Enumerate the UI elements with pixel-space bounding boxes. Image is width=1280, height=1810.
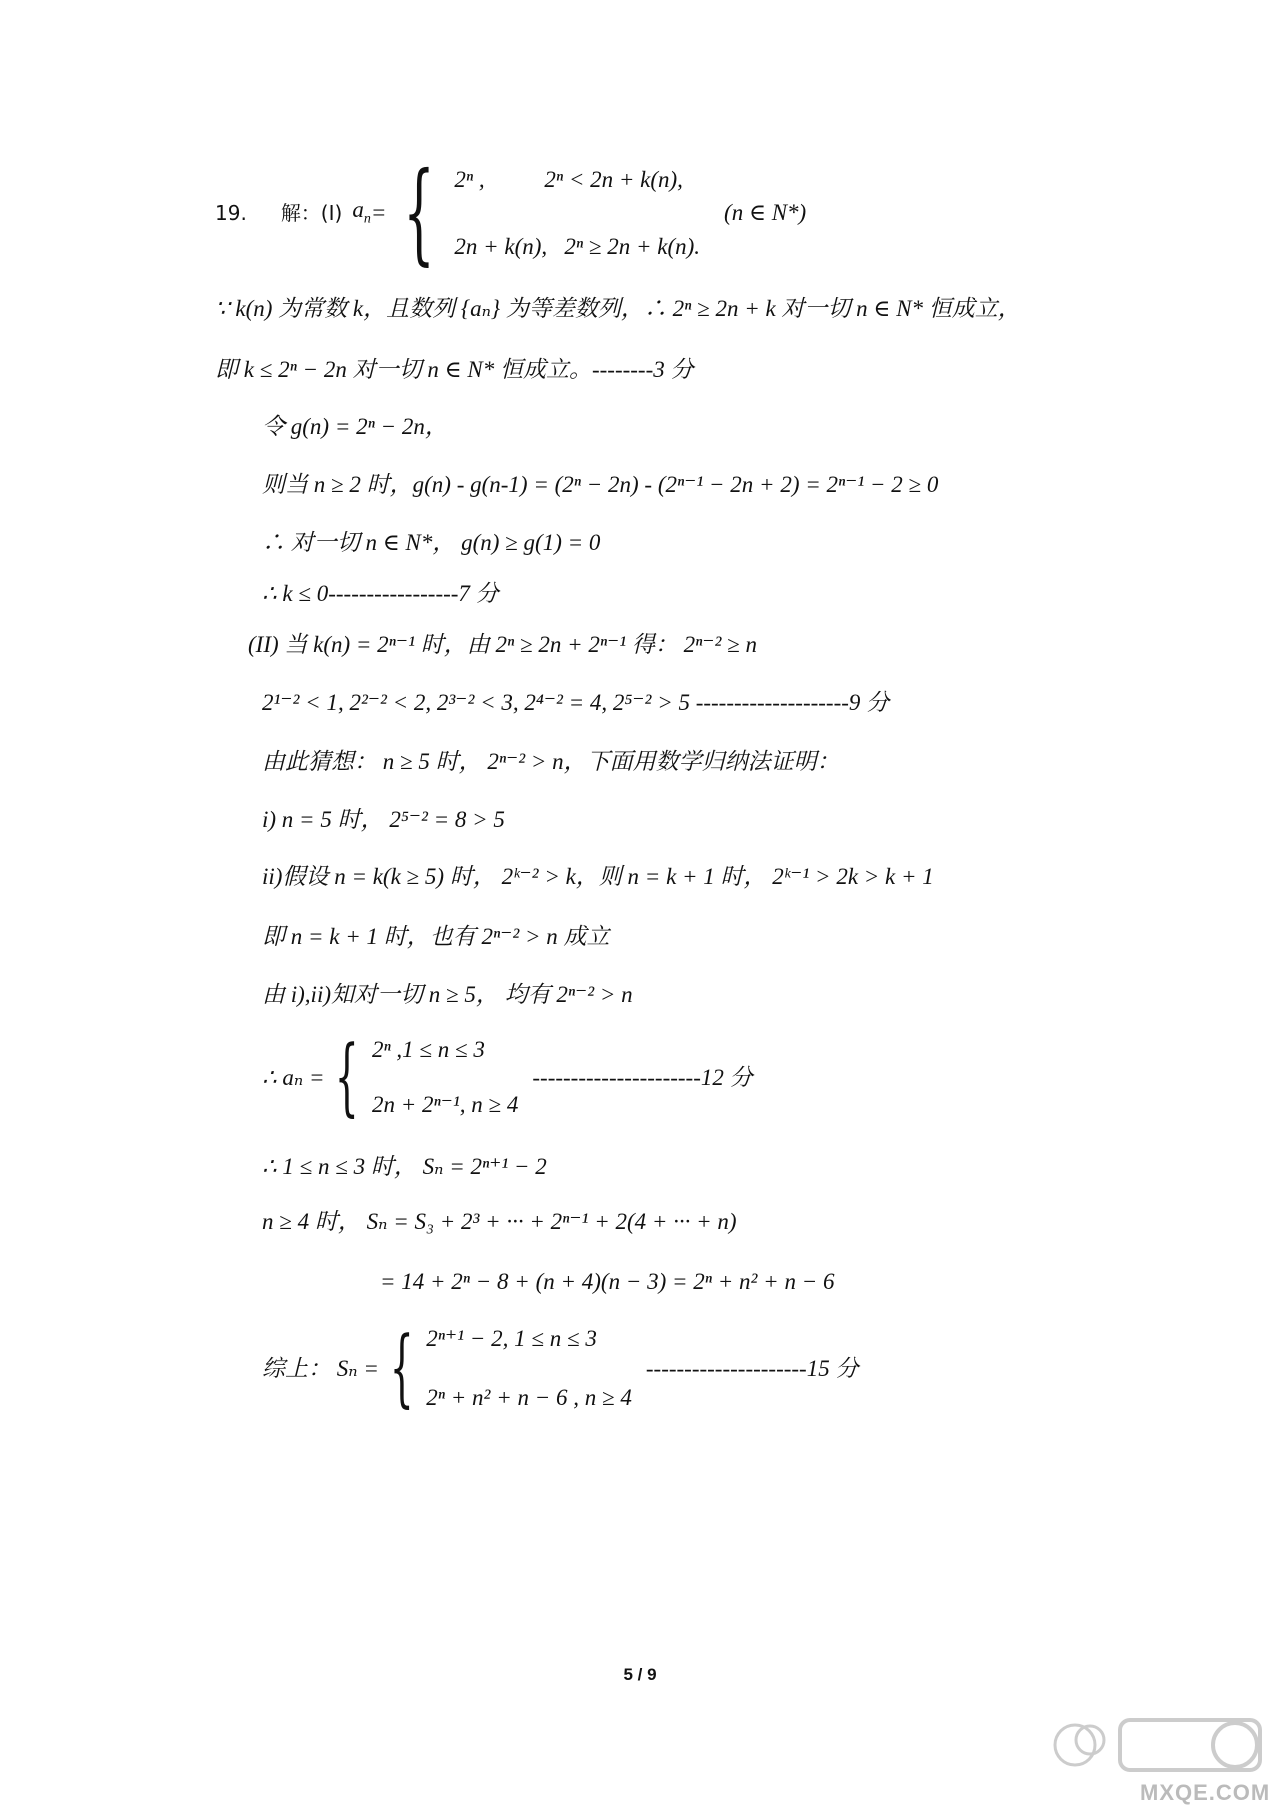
left-brace: {	[403, 148, 436, 276]
line-4: 令 g(n) = 2ⁿ − 2n，	[262, 414, 448, 439]
case-row-2: 2n + k(n), 2ⁿ ≥ 2n + k(n).	[454, 233, 701, 259]
line-2: ∵ k(n) 为常数 k，且数列 {aₙ} 为等差数列，∴ 2ⁿ ≥ 2n + k 对一切 n ∈ N* 恒成立，	[215, 296, 1021, 321]
sn-cases	[426, 1327, 632, 1409]
line-13: 即 n = k + 1 时，也有 2ⁿ⁻² > n 成立	[262, 924, 610, 949]
line-10: 由此猜想： n ≥ 5 时， 2ⁿ⁻² > n，下面用数学归纳法证明：	[262, 749, 840, 774]
a-n-symbol: $a_n$	[352, 197, 371, 227]
sn-score: ---------------------15 分	[645, 1355, 859, 1381]
line-8: (II) 当 k(n) = 2ⁿ⁻¹ 时，由 2ⁿ ≥ 2n + 2ⁿ⁻¹ 得： 2ⁿ⁻² ≥ n	[248, 632, 758, 657]
line-7: ∴ k ≤ 0-----------------7 分	[262, 581, 499, 606]
an-result	[262, 1027, 753, 1126]
line-16: ∴ 1 ≤ n ≤ 3 时， Sₙ = 2ⁿ⁺¹ − 2	[262, 1154, 547, 1179]
sn-case-2: 2ⁿ + n² + n − 6 , n ≥ 4	[426, 1385, 632, 1410]
page-number: 5 / 9	[623, 1665, 657, 1684]
case-row-1: 2ⁿ , 2ⁿ < 2n + k(n),	[454, 166, 683, 192]
line-9: 2¹⁻² < 1, 2²⁻² < 2, 2³⁻² < 3, 2⁴⁻² = 4, 2⁵⁻² > 5 --------------------9 分	[262, 690, 890, 715]
line-3: 即 k ≤ 2ⁿ − 2n 对一切 n ∈ N* 恒成立。--------3 分	[215, 357, 694, 382]
sn-case-1: 2ⁿ⁺¹ − 2, 1 ≤ n ≤ 3	[426, 1326, 597, 1351]
equals-sign: =	[370, 200, 387, 225]
part-one-label: 解：(I)	[280, 200, 343, 225]
problem-number: 19.	[215, 200, 247, 225]
left-brace: {	[389, 1318, 414, 1417]
sn-lead: 综上： Sₙ =	[262, 1355, 379, 1381]
an-lead: ∴ aₙ =	[262, 1064, 325, 1090]
line-12: ii)假设 n = k(k ≥ 5) 时， 2ᵏ⁻² > k，则 n = k + 1 时， 2ᵏ⁻¹ > 2k > k + 1	[262, 864, 934, 889]
an-case-2: 2n + 2ⁿ⁻¹, n ≥ 4	[371, 1092, 519, 1117]
solution-header	[215, 148, 807, 276]
an-case-1: 2ⁿ ,1 ≤ n ≤ 3	[371, 1037, 485, 1062]
an-cases	[372, 1038, 518, 1116]
watermark-text: MXQE.COM	[1140, 1780, 1271, 1805]
line-14: 由 i),ii)知对一切 n ≥ 5， 均有 2ⁿ⁻² > n	[262, 982, 633, 1007]
left-brace: {	[335, 1027, 360, 1126]
line-6: ∴ 对一切 n ∈ N*， g(n) ≥ g(1) = 0	[262, 530, 601, 555]
line-5: 则当 n ≥ 2 时，g(n) - g(n-1) = (2ⁿ − 2n) - (2ⁿ⁻¹ − 2n + 2) = 2ⁿ⁻¹ − 2 ≥ 0	[262, 472, 939, 497]
sn-summary	[262, 1318, 858, 1418]
an-score: ----------------------12 分	[532, 1064, 753, 1090]
line-11: i) n = 5 时， 2⁵⁻² = 8 > 5	[262, 807, 505, 832]
domain-condition: (n ∈ N*)	[724, 200, 807, 225]
line-17: n ≥ 4 时， Sₙ = S₃ + 2³ + ··· + 2ⁿ⁻¹ + 2(4 + ··· + n)	[262, 1209, 737, 1234]
piecewise-cases	[454, 168, 700, 258]
line-18: = 14 + 2ⁿ − 8 + (n + 4)(n − 3) = 2ⁿ + n² + n − 6	[380, 1269, 835, 1294]
